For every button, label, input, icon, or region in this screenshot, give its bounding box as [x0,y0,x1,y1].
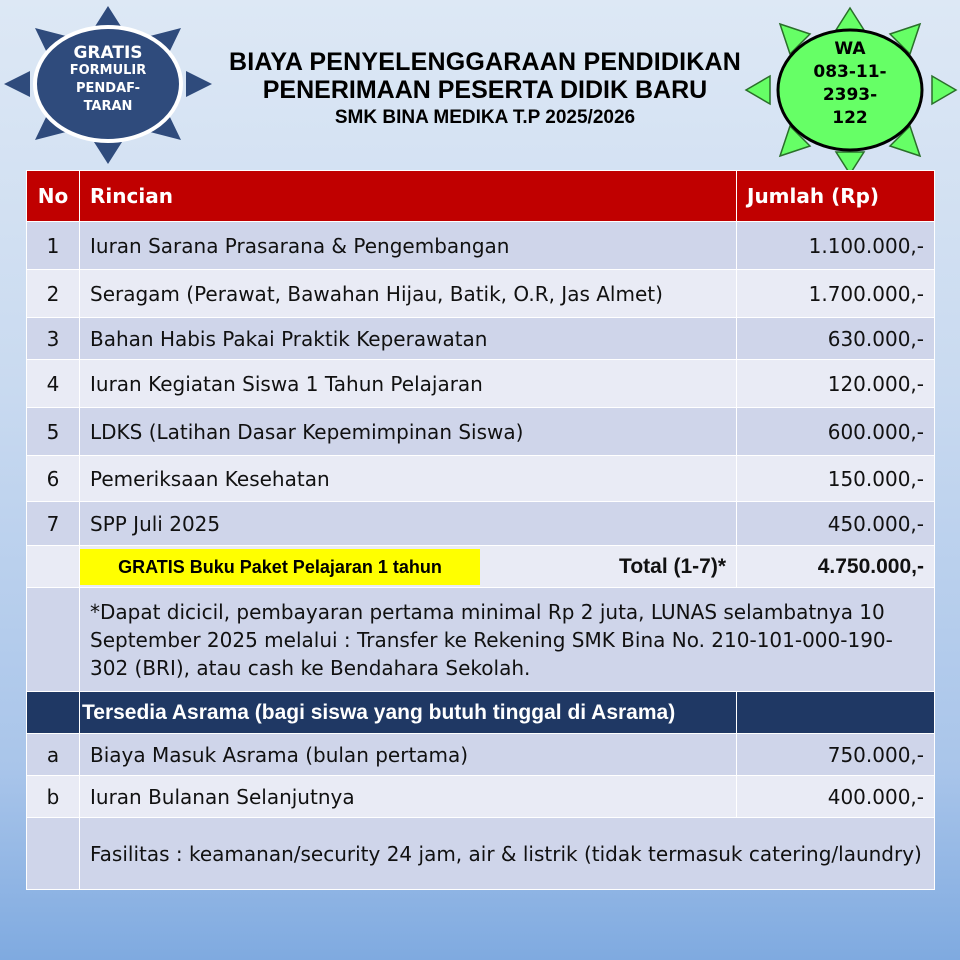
row-amount: 750.000,- [737,734,935,776]
total-row [27,546,935,588]
table-row [27,222,935,270]
table-row [27,270,935,318]
title-line2: PENERIMAAN PESERTA DIDIK BARU [262,76,708,104]
badge-left-line2: FORMULIR [69,63,147,78]
payment-note-row [27,588,935,692]
row-amount: 400.000,- [737,776,935,818]
table-row [27,456,935,502]
row-desc: Iuran Sarana Prasarana & Pengembangan [80,222,737,270]
total-label: Total (1-7)* [619,554,726,578]
row-desc: Pemeriksaan Kesehatan [80,456,737,502]
dorm-facilities: Fasilitas : keamanan/security 24 jam, air & listrik (tidak termasuk catering/laundry) [80,818,935,890]
row-desc: LDKS (Latihan Dasar Kepemimpinan Siswa) [80,408,737,456]
row-desc: Iuran Bulanan Selanjutnya [80,776,737,818]
row-amount: 450.000,- [737,502,935,546]
row-amount: 1.700.000,- [737,270,935,318]
row-desc: Iuran Kegiatan Siswa 1 Tahun Pelajaran [80,360,737,408]
row-amount: 630.000,- [737,318,935,360]
gratis-book-highlight: GRATIS Buku Paket Pelajaran 1 tahun [80,549,480,585]
row-desc: SPP Juli 2025 [80,502,737,546]
dorm-facilities-row [27,818,935,890]
table-header-row [27,171,935,222]
row-no: 1 [27,222,80,270]
badge-right-line2: 083-11- [813,62,887,82]
fee-table [26,170,935,890]
row-no: 2 [27,270,80,318]
row-amount: 150.000,- [737,456,935,502]
badge-right-line1: WA [834,39,866,59]
row-desc: Seragam (Perawat, Bawahan Hijau, Batik, O.R, Jas Almet) [80,270,737,318]
header-no: No [27,171,80,222]
table-row [27,408,935,456]
row-amount: 1.100.000,- [737,222,935,270]
row-no: 7 [27,502,80,546]
row-no: 5 [27,408,80,456]
page-title [205,48,765,130]
badge-right-line4: 122 [832,108,868,128]
row-no: 6 [27,456,80,502]
badge-left-line3: PENDAF- [75,81,141,96]
table-row [27,318,935,360]
header-rincian: Rincian [80,171,737,222]
title-line3: SMK BINA MEDIKA T.P 2025/2026 [334,107,636,128]
dorm-heading: Tersedia Asrama (bagi siswa yang butuh tinggal di Asrama) [80,692,737,734]
row-amount: 120.000,- [737,360,935,408]
badge-right-line3: 2393- [822,85,878,105]
header-jumlah: Jumlah (Rp) [737,171,935,222]
table-row [27,776,935,818]
row-no: a [27,734,80,776]
title-line1: BIAYA PENYELENGGARAAN PENDIDIKAN [228,48,742,76]
table-row [27,502,935,546]
dorm-heading-row [27,692,935,734]
row-desc: Biaya Masuk Asrama (bulan pertama) [80,734,737,776]
row-no: 4 [27,360,80,408]
row-no: b [27,776,80,818]
total-amount: 4.750.000,- [737,546,935,588]
table-row [27,360,935,408]
badge-left-line4: TARAN [83,99,133,114]
table-row [27,734,935,776]
badge-left-line1: GRATIS [73,43,143,63]
row-amount: 600.000,- [737,408,935,456]
payment-note: *Dapat dicicil, pembayaran pertama minimal Rp 2 juta, LUNAS selambatnya 10 September 2025 melalui : Transfer ke Rekening SMK Bina No. 210-101-000-190-302 (BRI), atau cash ke Bendahara Sekolah. [80,588,935,692]
row-desc: Bahan Habis Pakai Praktik Keperawatan [80,318,737,360]
whatsapp-contact-badge [740,0,960,180]
free-form-badge [0,0,215,170]
row-no: 3 [27,318,80,360]
